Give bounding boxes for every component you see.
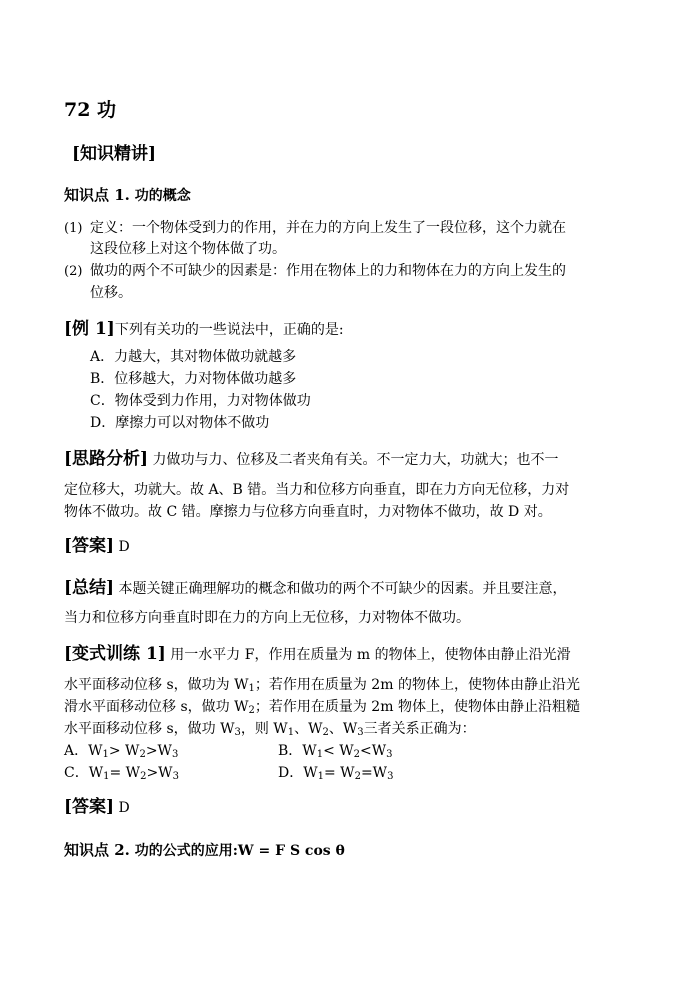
knowledge-point-1-heading — [64, 185, 191, 206]
variant-option-d: D．$W_1= W_2=W_3$ — [278, 765, 394, 782]
knowledge-point-2-label: 知识点 2. — [64, 841, 130, 859]
analysis-text-1: 力做功与力、位移及二者夹角有关。不一定力大，功就大；也不一 — [148, 452, 559, 468]
variant-text-2b: ；若作用在质量为 2m 的物体上，使物体由静止沿光 — [254, 677, 580, 693]
knowledge-point-1-label: 知识点 1. — [64, 186, 130, 204]
variant-text-3a: 滑水平面移动位移 s，做功 W — [64, 699, 249, 715]
summary-line-1 — [64, 577, 567, 599]
variant-text-4a: 水平面移动位移 s，做功 W — [64, 721, 235, 737]
summary-text-1: 本题关键正确理解功的概念和做功的两个不可缺少的因素。并且要注意， — [114, 581, 567, 597]
variant-text-4d: 、W — [328, 721, 358, 737]
analysis-line-3: 物体不做功。故 C 错。摩擦力与位移方向垂直时，力对物体不做功，故 D 对。 — [64, 504, 552, 520]
example-1-option-a: A．力越大，其对物体做功就越多 — [90, 349, 297, 365]
knowledge-point-2-text: 功的公式的应用:W = F S cos θ — [129, 843, 345, 859]
answer-2-value: D — [114, 800, 130, 816]
analysis-label: [思路分析] — [64, 449, 149, 469]
variant-text-4b: ，则 W — [240, 721, 288, 737]
variant-label: [变式训练 1] — [64, 644, 166, 664]
section-heading: [知识精讲] — [72, 144, 157, 164]
example-1-option-d: D．摩擦力可以对物体不做功 — [90, 415, 270, 431]
definition-item-2-number: (2) — [64, 264, 83, 279]
definition-item-2-line-1: 做功的两个不可缺少的因素是：作用在物体上的力和物体在力的方向上发生的 — [90, 263, 566, 279]
variant-text-4c: 、W — [294, 721, 323, 737]
analysis-line-2: 定位移大，功就大。故 A、B 错。当力和位移方向垂直，即在力方向无位移，力对 — [64, 482, 570, 498]
example-1 — [64, 318, 344, 340]
example-1-option-c: C．物体受到力作用，力对物体做功 — [90, 393, 311, 409]
subscript: 2 — [322, 727, 329, 738]
definition-item-2-line-2: 位移。 — [90, 285, 132, 301]
summary-label: [总结] — [64, 578, 115, 598]
answer-2 — [64, 796, 130, 818]
analysis-line-1 — [64, 448, 559, 470]
variant-text-1: 用一水平力 F，作用在质量为 m 的物体上，使物体由静止沿光滑 — [165, 647, 571, 663]
answer-2-label: [答案] — [64, 797, 115, 817]
variant-text-4e: 三者关系正确为： — [363, 721, 476, 737]
subscript: 3 — [357, 727, 364, 738]
knowledge-point-1-text: 功的概念 — [129, 188, 191, 204]
example-1-question: 下列有关功的一些说法中，正确的是: — [114, 322, 344, 338]
variant-option-c: C．$W_1= W_2>W_3$ — [64, 765, 179, 782]
example-1-option-b: B．位移越大，力对物体做功越多 — [90, 371, 297, 387]
example-1-label: [例 1] — [64, 319, 115, 339]
definition-item-1-line-1: 定义：一个物体受到力的作用，并在力的方向上发生了一段位移，这个力就在 — [90, 220, 566, 236]
subscript: 2 — [248, 705, 255, 716]
variant-text-3b: ；若作用在质量为 2m 物体上，使物体由静止沿粗糙 — [254, 699, 580, 715]
variant-line-2 — [64, 676, 580, 695]
variant-line-1 — [64, 643, 571, 665]
answer-1 — [64, 535, 130, 557]
subscript: 1 — [287, 727, 295, 738]
variant-line-3 — [64, 698, 580, 717]
definition-item-1-line-2: 这段位移上对这个物体做了功。 — [90, 241, 286, 257]
definition-item-1-number: (1) — [64, 221, 83, 236]
answer-1-value: D — [114, 539, 130, 555]
subscript: 1 — [248, 683, 255, 694]
variant-option-a: A．$W_1> W_2>W_3$ — [64, 743, 179, 760]
page-title: 72 功 — [64, 99, 117, 121]
subscript: 3 — [234, 727, 241, 738]
variant-line-4 — [64, 720, 476, 739]
knowledge-point-2-heading — [64, 840, 345, 861]
answer-1-label: [答案] — [64, 536, 115, 556]
variant-text-2a: 水平面移动位移 s，做功为 W — [64, 677, 249, 693]
summary-line-2: 当力和位移方向垂直时即在力的方向上无位移，力对物体不做功。 — [64, 610, 470, 626]
variant-option-b: B．$W_1< W_2<W_3$ — [278, 743, 393, 760]
